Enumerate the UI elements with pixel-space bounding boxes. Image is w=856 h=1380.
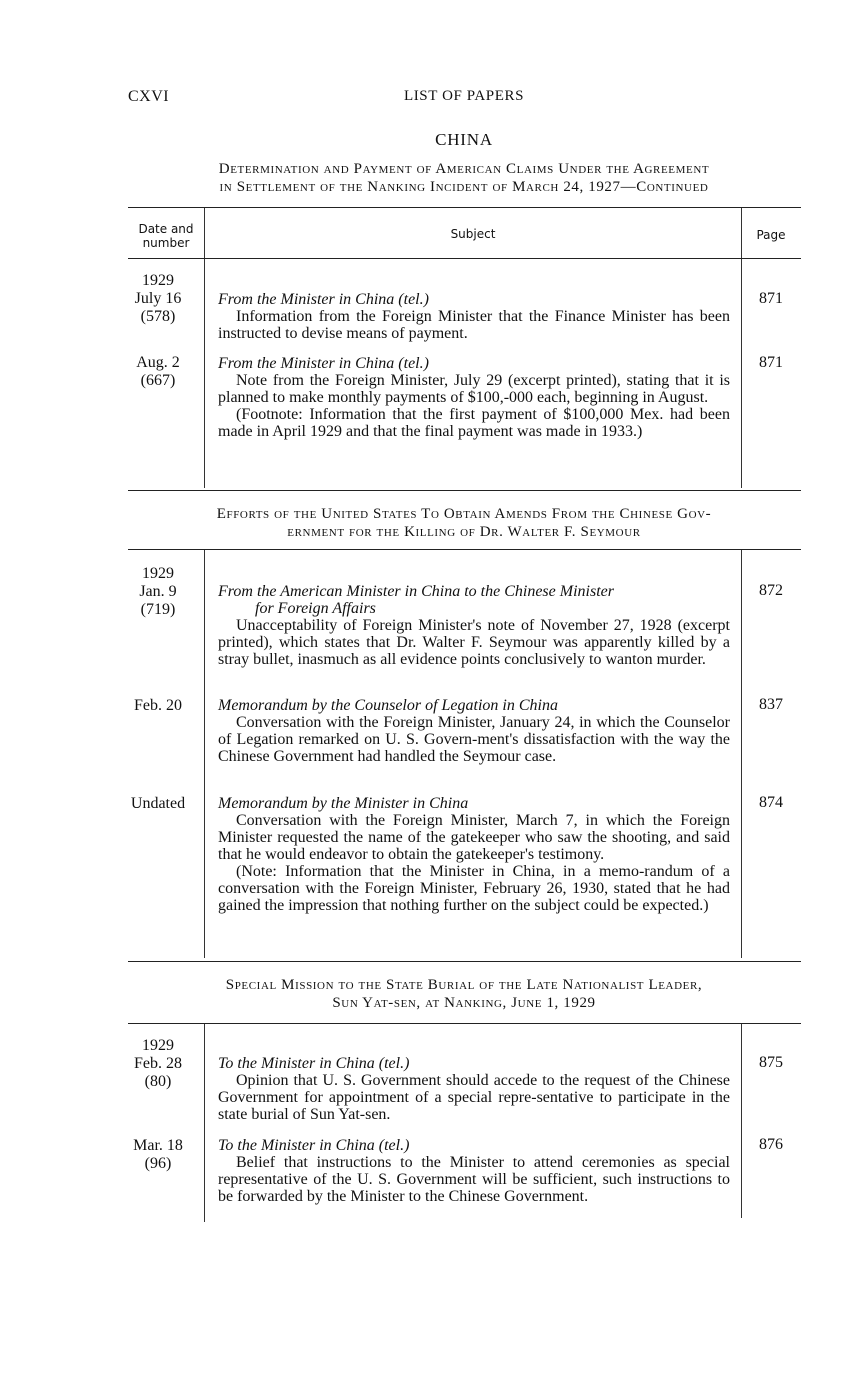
running-title: LIST OF PAPERS bbox=[403, 88, 525, 104]
entry-text: Note from the Foreign Minister, July 29 (excerpt printed), stating that it is planned to make monthly payments of $100,-000 each, beginning in August. bbox=[218, 372, 730, 406]
entry-title: Memorandum by the Minister in China bbox=[218, 795, 469, 812]
section-heading bbox=[128, 160, 800, 196]
rule bbox=[128, 490, 801, 491]
entry-date: Feb. 20 bbox=[134, 697, 182, 714]
entry-subject bbox=[218, 355, 730, 440]
entry-title: To the Minister in China (tel.) bbox=[218, 1137, 410, 1154]
entry-page: 876 bbox=[759, 1136, 783, 1153]
entry-title: From the Minister in China (tel.) bbox=[218, 355, 429, 372]
column-rule bbox=[741, 550, 742, 958]
column-rule bbox=[204, 1024, 205, 1222]
entry-subject bbox=[218, 291, 730, 342]
section-heading bbox=[128, 976, 800, 1012]
entry-title: To the Minister in China (tel.) bbox=[218, 1055, 410, 1072]
section-heading-line: Sun Yat-sen, at Nanking, June 1, 1929 bbox=[332, 995, 596, 1011]
section-heading-line: in Settlement of the Nanking Incident of March 24, 1927—Continued bbox=[219, 179, 709, 195]
rule bbox=[128, 961, 801, 962]
column-header-subject: Subject bbox=[450, 227, 496, 241]
rule bbox=[128, 207, 801, 208]
entry-page: 871 bbox=[759, 354, 783, 371]
entry-date: 1929 Feb. 28 (80) bbox=[134, 1037, 182, 1090]
rule bbox=[128, 1023, 801, 1024]
section-heading-line: Efforts of the United States To Obtain Amends From the Chinese Gov- bbox=[216, 506, 712, 522]
entry-title: From the American Minister in China to the Chinese Minister bbox=[218, 583, 614, 600]
entry-subject bbox=[218, 795, 730, 914]
entry-text: Unacceptability of Foreign Minister's note of November 27, 1928 (excerpt printed), which states that Dr. Walter F. Seymour was apparently killed by a stray bullet, inasmuch as all evidence points conclusively to wanton murder. bbox=[218, 617, 730, 668]
rule bbox=[128, 549, 801, 550]
entry-page: 837 bbox=[759, 696, 783, 713]
entry-subject bbox=[218, 1055, 730, 1123]
page-header bbox=[128, 88, 800, 110]
entry-text: Opinion that U. S. Government should accede to the request of the Chinese Government for appointment of a special repre-sentative to participate in the state burial of Sun Yat-sen. bbox=[218, 1072, 730, 1123]
section-heading-line: Special Mission to the State Burial of the Late Nationalist Leader, bbox=[225, 977, 703, 993]
column-rule bbox=[204, 550, 205, 958]
entry-note: (Note: Information that the Minister in China, in a memo-randum of a conversation with the Foreign Minister, February 26, 1930, stated that he had gained the impression that nothing further on the subject could be expected.) bbox=[218, 863, 730, 914]
entry-date: Undated bbox=[130, 795, 186, 812]
entry-subject bbox=[218, 1137, 730, 1205]
entry-text: Belief that instructions to the Minister to attend ceremonies as special representative of the U. S. Government will be sufficient, such instructions to be forwarded by the Minister to the Chinese Government. bbox=[218, 1154, 730, 1205]
entry-text: Conversation with the Foreign Minister, January 24, in which the Counselor of Legation remarked on U. S. Govern-ment's dissatisfaction with the way the Chinese Government had handled the Seymour case. bbox=[218, 714, 730, 765]
entry-date: 1929 Jan. 9 (719) bbox=[139, 565, 177, 618]
column-header-page: Page bbox=[756, 228, 786, 242]
entry-title-continued: for Foreign Affairs bbox=[255, 600, 376, 617]
entry-subject bbox=[218, 583, 730, 668]
entry-page: 875 bbox=[759, 1054, 783, 1071]
column-rule bbox=[741, 208, 742, 488]
entry-text: Information from the Foreign Minister that the Finance Minister has been instructed to devise means of payment. bbox=[218, 308, 730, 342]
rule bbox=[128, 258, 801, 259]
entry-title: From the Minister in China (tel.) bbox=[218, 291, 429, 308]
entry-text: Conversation with the Foreign Minister, March 7, in which the Foreign Minister requested the name of the gatekeeper who saw the shooting, and said that he would endeavor to obtain the gatekeeper's testimony. bbox=[218, 812, 730, 863]
country-heading: CHINA bbox=[435, 130, 493, 149]
column-rule bbox=[204, 208, 205, 488]
entry-page: 874 bbox=[759, 794, 783, 811]
entry-title: Memorandum by the Counselor of Legation in China bbox=[218, 697, 558, 714]
entry-subject bbox=[218, 697, 730, 765]
entry-footnote: (Footnote: Information that the first payment of $100,000 Mex. had been made in April 1929 and that the final payment was made in 1933.) bbox=[218, 406, 730, 440]
section-heading-line: ernment for the Killing of Dr. Walter F. Seymour bbox=[287, 524, 641, 540]
section-heading-line: Determination and Payment of American Claims Under the Agreement bbox=[218, 161, 710, 177]
entry-date: Mar. 18 (96) bbox=[133, 1137, 183, 1172]
entry-page: 871 bbox=[759, 290, 783, 307]
entry-page: 872 bbox=[759, 582, 783, 599]
folio: CXVI bbox=[128, 88, 170, 105]
entry-date: 1929 July 16 (578) bbox=[134, 272, 182, 325]
column-header-date: Date and number bbox=[138, 222, 194, 250]
entry-date: Aug. 2 (667) bbox=[136, 354, 180, 389]
section-heading bbox=[128, 505, 800, 541]
